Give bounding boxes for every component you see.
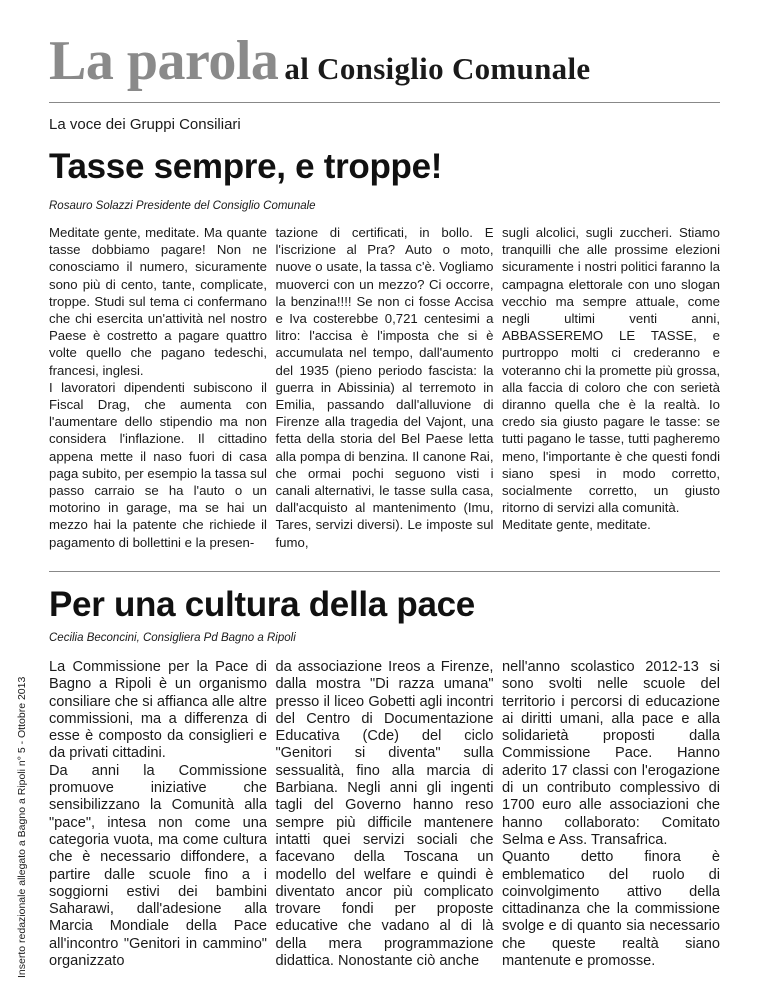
sidebar-insert-note: Inserto redazionale allegato a Bagno a Ripoli n° 5 - Ottobre 2013: [16, 676, 28, 978]
paragraph: sugli alcolici, sugli zuccheri. Stiamo tranquilli che alle prossime elezioni sicuramente i nostri politici faranno la campagna elettorale con uno slogan vecchio ma sempre attuale, come negli ultimi venti anni, ABBASSEREMO LE TASSE, e purtroppo molti ci crederanno e voteranno chi la promette più grossa, alla faccia di coloro che con serietà diranno quella che è la realtà. Io credo sia giusto pagare le tasse: se tutti pagano le tasse, tutti pagheremo meno, l'importante è che questi fondi siano spesi in modo corretto, socialmente corretto, un giusto ritorno di servizi alla comunità.: [502, 225, 720, 516]
masthead-tagline: La voce dei Gruppi Consiliari: [49, 116, 241, 133]
article1-column-3: [502, 224, 720, 551]
paragraph: Meditate gente, meditate. Ma quante tasse dobbiamo pagare! Non ne conosciamo il numero, sicuramente sono più di cento, tante, complicate, troppe. Studi sul tema ci confermano che chi esercita un'attività nel nostro Paese è costretto a pagare quattro volte quello che pagano tedeschi, francesi, inglesi.: [49, 225, 267, 378]
article-divider: [49, 571, 720, 572]
paragraph: Meditate gente, meditate.: [502, 517, 651, 533]
paragraph: nell'anno scolastico 2012-13 si sono svolti nelle scuole del territorio i percorsi di educazione ai diritti umani, alla pace e alla solidarietà proposti dalla Commissione Pace. Hanno aderito 17 classi con l'erogazione di un contributo complessivo di 1700 euro alle associazioni che hanno collaborato: Comitato Selma e Ass. Transafrica.: [502, 659, 720, 848]
article2-column-3: [502, 659, 720, 970]
masthead-divider: [49, 102, 720, 103]
article2-column-1: [49, 659, 267, 970]
paragraph: La Commissione per la Pace di Bagno a Ripoli è un organismo consiliare che si affianca alle altre commissioni, ma a differenza di esse è composto da consiglieri e da privati cittadini.: [49, 659, 267, 762]
article2-body: [49, 659, 720, 970]
paragraph: Quanto detto finora è emblematico del ruolo di coinvolgimento attivo della cittadinanza che la commissione svolge e di quanto sia necessario che queste realtà siano mantenute e promosse.: [502, 849, 720, 970]
article1-column-2: [276, 224, 494, 551]
article2-column-2: [276, 659, 494, 970]
article2-byline: Cecilia Beconcini, Consigliera Pd Bagno a Ripoli: [49, 632, 296, 644]
masthead-title-rest: al Consiglio Comunale: [284, 51, 591, 86]
paragraph: da associazione Ireos a Firenze, dalla mostra "Di razza umana" presso il liceo Gobetti agli incontri del Centro di Documentazione Educativa (Cde) del ciclo "Genitori si diventa" sulla sessualità, fino alla marcia di Barbiana. Negli anni gli ingenti tagli del Governo hanno reso sempre più difficile mantenere intatti quei servizi sociali che facevano della Toscana un modello del welfare e quindi è diventato ancor più complicato trovare fondi per proposte educative che vadano al di là della mera programmazione didattica. Nonostante ciò anche: [275, 659, 494, 970]
article1-column-1: [49, 224, 267, 551]
article1-title: Tasse sempre, e troppe!: [49, 147, 443, 186]
paragraph: tazione di certificati, in bollo. E l'iscrizione al Pra? Auto o moto, nuove o usate, la tassa c'è. Vogliamo muoverci con un mezzo? Ci occorre, la benzina!!!! Se non ci fosse Accisa e Iva costerebbe 0,721 centesimi a litro: l'accisa è l'imposta che si è accumulata nel tempo, dall'aumento del 1935 (pieno periodo fascista: la guerra in Abissinia) al terremoto in Emilia, passando dall'alluvione di Firenze alla tragedia del Vajont, una fetta della storia del Bel Paese letta alla pompa di benzina. Il canone Rai, che ormai pochi seguono visti i canali alternativi, le tasse sulla casa, dall'acquisto al mantenimento (Imu, Tares, servizi diversi). Le imposte sul fumo,: [275, 225, 494, 550]
article1-body: [49, 224, 720, 551]
masthead-title-main: La parola: [49, 30, 279, 92]
article2-title: Per una cultura della pace: [49, 585, 475, 624]
masthead: [49, 26, 729, 96]
paragraph: Da anni la Commissione promuove iniziative che sensibilizzano la Comunità alla "pace", intesa non come una categoria vuota, ma come cultura che è necessario diffondere, a partire dalle scuole fino a i soggiorni estivi dei bambini Saharawi, dall'adesione alla Marcia Mondiale della Pace all'incontro "Genitori in cammino" organizzato: [49, 762, 267, 970]
paragraph: I lavoratori dipendenti subiscono il Fiscal Drag, che aumenta con l'aumentare dello stipendio ma non considera l'inflazione. Il cittadino appena mette il naso fuori di casa paga subito, per esempio la tassa sul passo carraio se ha l'auto o un motorino in garage, ma se hai un mezzo hai la patente che richiede il pagamento di bollettini e la presen-: [49, 379, 267, 550]
article1-byline: Rosauro Solazzi Presidente del Consiglio Comunale: [49, 200, 316, 212]
